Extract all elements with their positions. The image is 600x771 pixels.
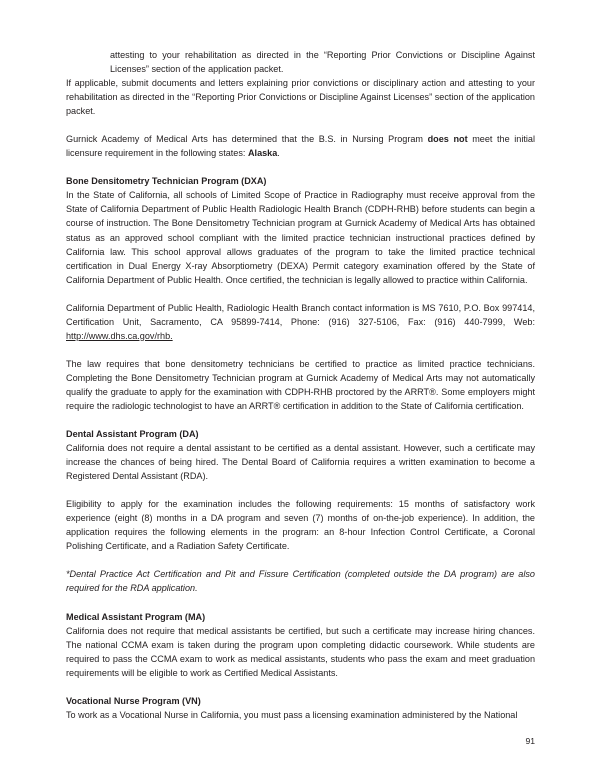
paragraph-spacer: [66, 413, 535, 427]
paragraph-spacer: [66, 287, 535, 301]
run-text: .: [277, 148, 280, 159]
run-text: California Department of Public Health, Radiologic Health Branch contact information is MS 7610, P.O. Box 997414, Certification Unit, Sacramento, CA 95899-7414, Phone: (916) 327-5106, Fax: (916) 440-7999, Web:: [66, 302, 535, 327]
run-text: meet the initial licensure requirement in the following states:: [66, 134, 535, 159]
paragraph-ma-certification: California does not require that medical assistants be certified, but such a certificate may increase hiring chances. The national CCMA exam is taken during the program upon completing didactic coursework. While students are required to pass the CCMA exam to work as medical assistants, students who pass the exam and meet graduation requirements will be eligible to work as Certified Medical Assistants.: [66, 625, 535, 678]
paragraph-spacer: [66, 596, 535, 610]
paragraph-rda-eligibility: Eligibility to apply for the examination includes the following requirements: 15 months of satisfactory work experience (eight (8) months in a DA program and seven (7) months of on-the-job experience). In addition, the application requires the following elements in the program: an 8-hour Infection Control Certificate, a Coronal Polishing Certificate, and a Radiation Safety Certificate.: [66, 499, 535, 552]
paragraph-spacer: [66, 160, 535, 174]
section-heading-medical-assistant: Medical Assistant Program (MA): [66, 611, 206, 622]
paragraph-cdph-contact-info: [66, 301, 535, 343]
paragraph-arrt-certification: The law requires that bone densitometry technicians be certified to practice as limited practice technicians. Completing the Bone Densitometry Technician program at Gurnick Academy of Medical Arts may not automatically qualify the graduate to apply for the examination with CDPH-RHB proctored by the ARRT®. Some employers might require the radiologic technologist to have an ARRT® certification in addition to the State of California certification.: [66, 358, 535, 411]
link-cdph-rhb-website[interactable]: http://www.dhs.ca.gov/rhb.: [66, 330, 173, 341]
paragraph-spacer: [66, 680, 535, 694]
paragraph-vn-licensing: To work as a Vocational Nurse in California, you must pass a licensing examination administered by the National: [66, 709, 518, 720]
run-text: Gurnick Academy of Medical Arts has determined that the B.S. in Nursing Program: [66, 134, 428, 145]
paragraph-dxa-approval: In the State of California, all schools of Limited Scope of Practice in Radiography must receive approval from the State of California Department of Public Health Radiologic Health Branch (CDPH-RHB) before students can begin a course of instruction. The Bone Densitometry Technician program at Gurnick Academy of Medical Arts has obtained status as an approved school compliant with the limited practice technician instructional practices defined by California law. This school approval allows graduates of the program to take the limited practice technical certification in Dual Energy X-ray Absorptiometry (DEXA) Permit category examination offered by the State of California Department of Public Health. Once certified, the technician is legally allowed to practice within California.: [66, 190, 535, 285]
page-content: [66, 48, 535, 722]
paragraph-if-applicable: If applicable, submit documents and letters explaining prior convictions or disciplinary action and attesting to your rehabilitation as directed in the “Reporting Prior Convictions or Discipline Against Licenses” section of the application packet.: [66, 78, 535, 117]
paragraph-da-certification: California does not require a dental assistant to be certified as a dental assistant. However, such a certificate may increase the chances of being hired. The Dental Board of California requires a written examination to become a Registered Dental Assistant (RDA).: [66, 443, 535, 482]
paragraph-spacer: [66, 483, 535, 497]
paragraph-spacer: [66, 343, 535, 357]
paragraph-continuation-attesting: attesting to your rehabilitation as directed in the “Reporting Prior Convictions or Discipline Against Licenses” section of the application packet.: [110, 50, 535, 75]
paragraph-nursing-licensure-states: [66, 132, 535, 160]
run-bold-alaska: Alaska: [247, 148, 278, 159]
section-heading-vocational-nurse: Vocational Nurse Program (VN): [66, 695, 201, 706]
paragraph-spacer: [66, 118, 535, 132]
paragraph-spacer: [66, 553, 535, 567]
section-heading-dental-assistant: Dental Assistant Program (DA): [66, 429, 199, 440]
run-bold-does-not: does not: [427, 134, 468, 145]
section-heading-bone-densitometry: Bone Densitometry Technician Program (DXA): [66, 176, 267, 187]
paragraph-dental-practice-act-note: *Dental Practice Act Certification and Pit and Fissure Certification (completed outside the DA program) are also required for the RDA application.: [66, 569, 535, 594]
page-number: 91: [525, 736, 535, 746]
